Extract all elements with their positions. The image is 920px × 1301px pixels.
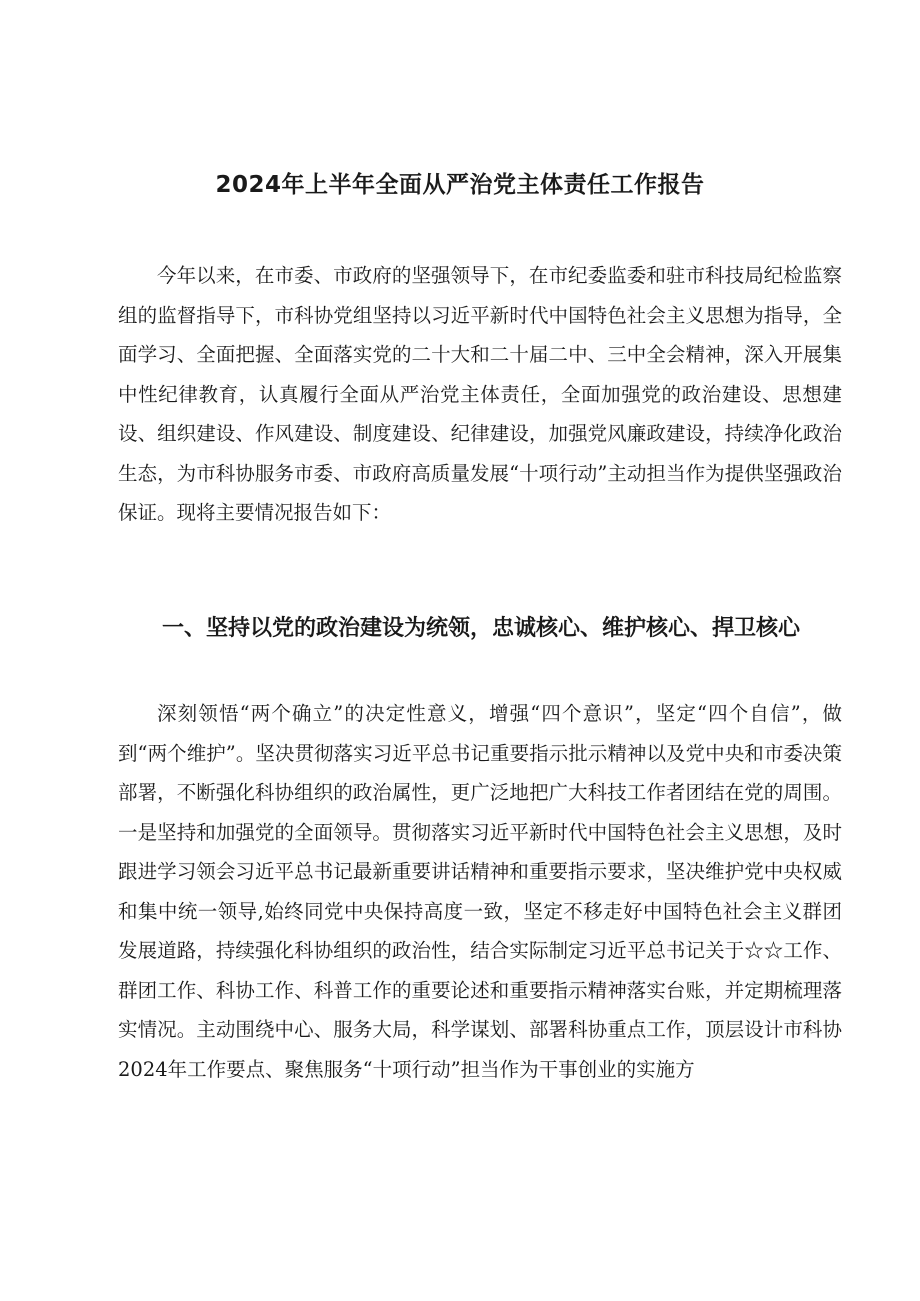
section-heading-1: 一、坚持以党的政治建设为统领，忠诚核心、维护核心、捍卫核心 bbox=[162, 616, 801, 641]
section-1-paragraph: 深刻领悟“两个确立”的决定性意义，增强“四个意识”，坚定“四个自信”，做到“两个维护”。坚决贯彻落实习近平总书记重要指示批示精神以及党中央和市委决策部署，不断强化科协组织的政治属性，更广泛地把广大科技工作者团结在党的周围。一是坚持和加强党的全面领导。贯彻落实习近平新时代中国特色社会主义思想，及时跟进学习领会习近平总书记最新重要讲话精神和重要指示要求，坚决维护党中央权威和集中统一领导,始终同党中央保持高度一致，坚定不移走好中国特色社会主义群团发展道路，持续强化科协组织的政治性，结合实际制定习近平总书记关于☆☆工作、群团工作、科协工作、科普工作的重要论述和重要指示精神落实台账，并定期梳理落实情况。主动围绕中心、服务大局，科学谋划、部署科协重点工作，顶层设计市科协2024年工作要点、聚焦服务“十项行动”担当作为干事创业的实施方 bbox=[118, 702, 842, 1081]
intro-paragraph: 今年以来，在市委、市政府的坚强领导下，在市纪委监委和驻市科技局纪检监察组的监督指导下，市科协党组坚持以习近平新时代中国特色社会主义思想为指导，全面学习、全面把握、全面落实党的二十大和二十届二中、三中全会精神，深入开展集中性纪律教育，认真履行全面从严治党主体责任，全面加强党的政治建设、思想建设、组织建设、作风建设、制度建设、纪律建设，加强党风廉政建设，持续净化政治生态，为市科协服务市委、市政府高质量发展“十项行动”主动担当作为提供坚强政治保证。现将主要情况报告如下： bbox=[118, 264, 842, 524]
document-title: 2024年上半年全面从严治党主体责任工作报告 bbox=[215, 172, 705, 198]
